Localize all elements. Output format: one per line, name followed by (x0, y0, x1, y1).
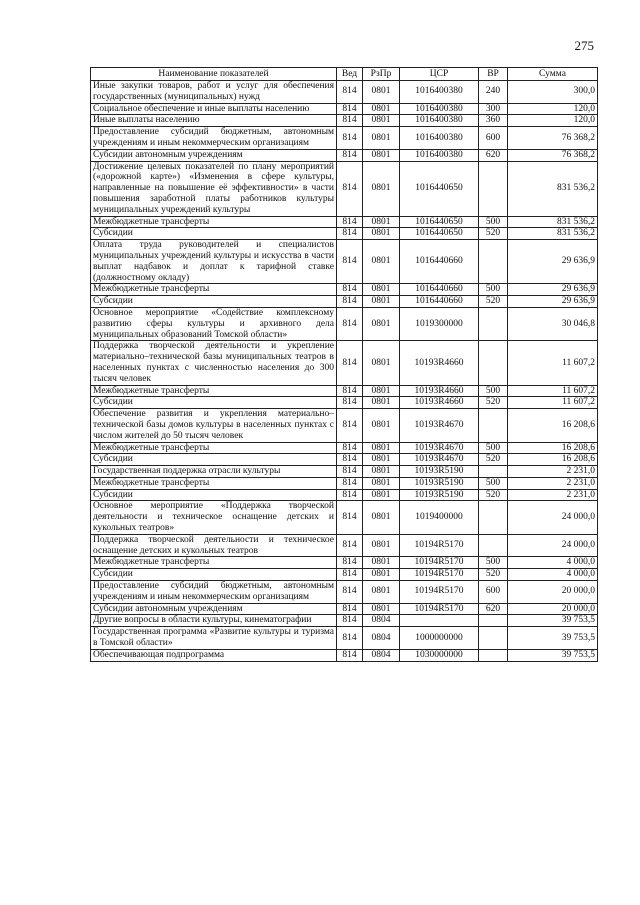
cell-sum: 16 208,6 (508, 442, 598, 454)
cell-sum: 24 000,0 (508, 534, 598, 557)
cell-sum: 30 046,8 (508, 307, 598, 340)
table-row (91, 615, 598, 627)
cell-rzpr: 0801 (363, 103, 400, 115)
cell-ved: 814 (337, 385, 363, 397)
cell-csr: 1019400000 (400, 501, 479, 534)
cell-rzpr: 0801 (363, 216, 400, 228)
cell-vr: 620 (479, 149, 508, 161)
header-csr: ЦСР (400, 68, 479, 81)
table-row (91, 489, 598, 501)
table-row (91, 161, 598, 216)
cell-ved: 814 (337, 557, 363, 569)
cell-csr: 1016440660 (400, 284, 479, 296)
cell-sum: 29 636,9 (508, 240, 598, 284)
table-row (91, 442, 598, 454)
cell-sum: 4 000,0 (508, 557, 598, 569)
cell-ved: 814 (337, 569, 363, 581)
cell-rzpr: 0801 (363, 240, 400, 284)
cell-ved: 814 (337, 409, 363, 442)
table-body (91, 81, 598, 662)
cell-csr: 10193R4670 (400, 442, 479, 454)
cell-name: Оплата труда руководителей и специалистов муниципальных учреждений культуры и искусства в части выплат надбавок и доплат к тарифной ставке (должностному окладу) (91, 240, 337, 284)
cell-sum: 76 368,2 (508, 149, 598, 161)
table-row (91, 649, 598, 661)
table-row (91, 296, 598, 308)
table-row (91, 103, 598, 115)
cell-name: Субсидии автономным учреждениям (91, 603, 337, 615)
cell-ved: 814 (337, 81, 363, 104)
cell-name: Межбюджетные трансферты (91, 284, 337, 296)
cell-name: Межбюджетные трансферты (91, 216, 337, 228)
header-sum: Сумма (508, 68, 598, 81)
table-row (91, 557, 598, 569)
cell-rzpr: 0801 (363, 81, 400, 104)
cell-rzpr: 0801 (363, 603, 400, 615)
table-header (91, 68, 598, 81)
cell-sum: 76 368,2 (508, 127, 598, 150)
cell-vr: 500 (479, 557, 508, 569)
cell-sum: 16 208,6 (508, 409, 598, 442)
cell-rzpr: 0804 (363, 627, 400, 650)
cell-ved: 814 (337, 489, 363, 501)
header-ved: Вед (337, 68, 363, 81)
cell-ved: 814 (337, 341, 363, 385)
table-row (91, 385, 598, 397)
cell-csr: 10193R4670 (400, 454, 479, 466)
cell-ved: 814 (337, 296, 363, 308)
cell-vr (479, 161, 508, 216)
table-row (91, 501, 598, 534)
cell-sum: 120,0 (508, 115, 598, 127)
cell-rzpr: 0801 (363, 466, 400, 478)
cell-sum: 20 000,0 (508, 581, 598, 604)
cell-vr (479, 649, 508, 661)
cell-ved: 814 (337, 534, 363, 557)
cell-vr: 300 (479, 103, 508, 115)
cell-rzpr: 0801 (363, 161, 400, 216)
cell-name: Субсидии (91, 454, 337, 466)
cell-csr: 10194R5170 (400, 581, 479, 604)
page-number: 275 (574, 38, 594, 53)
cell-vr: 360 (479, 115, 508, 127)
cell-csr: 10193R4660 (400, 341, 479, 385)
cell-vr: 600 (479, 581, 508, 604)
cell-ved: 814 (337, 127, 363, 150)
cell-csr: 10193R5190 (400, 489, 479, 501)
cell-name: Поддержка творческой деятельности и укрепление материально–технической базы муниципальных театров в населенных пунктах с численностью населения до 300 тысяч человек (91, 341, 337, 385)
cell-vr: 500 (479, 284, 508, 296)
cell-name: Обеспечивающая подпрограмма (91, 649, 337, 661)
cell-rzpr: 0801 (363, 127, 400, 150)
cell-sum: 4 000,0 (508, 569, 598, 581)
table-row (91, 307, 598, 340)
cell-csr (400, 615, 479, 627)
header-vr: ВР (479, 68, 508, 81)
cell-rzpr: 0801 (363, 284, 400, 296)
table-row (91, 569, 598, 581)
cell-vr: 500 (479, 477, 508, 489)
cell-rzpr: 0801 (363, 296, 400, 308)
cell-sum: 20 000,0 (508, 603, 598, 615)
cell-sum: 2 231,0 (508, 466, 598, 478)
cell-ved: 814 (337, 216, 363, 228)
cell-vr (479, 307, 508, 340)
table-row (91, 534, 598, 557)
cell-vr (479, 627, 508, 650)
cell-csr: 10193R5190 (400, 477, 479, 489)
cell-rzpr: 0801 (363, 341, 400, 385)
cell-ved: 814 (337, 627, 363, 650)
cell-rzpr: 0801 (363, 228, 400, 240)
cell-name: Предоставление субсидий бюджетным, автономным учреждениям и иным некоммерческим организациям (91, 581, 337, 604)
cell-name: Межбюджетные трансферты (91, 442, 337, 454)
cell-sum: 11 607,2 (508, 341, 598, 385)
cell-csr: 10193R4660 (400, 385, 479, 397)
cell-csr: 1016400380 (400, 81, 479, 104)
table-row (91, 284, 598, 296)
cell-vr: 520 (479, 569, 508, 581)
cell-csr: 1016400380 (400, 115, 479, 127)
cell-vr (479, 534, 508, 557)
cell-rzpr: 0801 (363, 149, 400, 161)
cell-name: Межбюджетные трансферты (91, 477, 337, 489)
table-row (91, 603, 598, 615)
cell-csr: 1000000000 (400, 627, 479, 650)
cell-name: Субсидии (91, 228, 337, 240)
budget-table (90, 67, 598, 662)
cell-sum: 2 231,0 (508, 477, 598, 489)
cell-ved: 814 (337, 307, 363, 340)
cell-ved: 814 (337, 240, 363, 284)
header-name: Наименование показателей (91, 68, 337, 81)
cell-vr: 520 (479, 397, 508, 409)
cell-rzpr: 0801 (363, 307, 400, 340)
cell-rzpr: 0801 (363, 501, 400, 534)
table-row (91, 228, 598, 240)
cell-rzpr: 0801 (363, 115, 400, 127)
cell-vr: 520 (479, 454, 508, 466)
cell-vr (479, 409, 508, 442)
table-row (91, 341, 598, 385)
cell-ved: 814 (337, 397, 363, 409)
cell-ved: 814 (337, 466, 363, 478)
cell-vr (479, 501, 508, 534)
cell-vr (479, 341, 508, 385)
cell-sum: 29 636,9 (508, 284, 598, 296)
cell-csr: 10193R4670 (400, 409, 479, 442)
table-row (91, 149, 598, 161)
cell-ved: 814 (337, 161, 363, 216)
cell-rzpr: 0801 (363, 477, 400, 489)
table-row (91, 115, 598, 127)
cell-name: Иные выплаты населению (91, 115, 337, 127)
cell-vr: 240 (479, 81, 508, 104)
cell-csr: 1016400380 (400, 127, 479, 150)
cell-sum: 39 753,5 (508, 649, 598, 661)
cell-name: Межбюджетные трансферты (91, 385, 337, 397)
cell-name: Субсидии (91, 397, 337, 409)
cell-name: Поддержка творческой деятельности и техническое оснащение детских и кукольных театров (91, 534, 337, 557)
cell-vr: 520 (479, 489, 508, 501)
cell-sum: 39 753,5 (508, 615, 598, 627)
cell-sum: 11 607,2 (508, 385, 598, 397)
table-row (91, 240, 598, 284)
cell-sum: 300,0 (508, 81, 598, 104)
cell-sum: 120,0 (508, 103, 598, 115)
cell-name: Иные закупки товаров, работ и услуг для обеспечения государственных (муниципальных) нужд (91, 81, 337, 104)
table-row (91, 81, 598, 104)
cell-name: Социальное обеспечение и иные выплаты населению (91, 103, 337, 115)
cell-vr: 600 (479, 127, 508, 150)
cell-rzpr: 0801 (363, 385, 400, 397)
cell-ved: 814 (337, 649, 363, 661)
cell-ved: 814 (337, 442, 363, 454)
table-row (91, 409, 598, 442)
cell-name: Межбюджетные трансферты (91, 557, 337, 569)
cell-name: Другие вопросы в области культуры, кинематографии (91, 615, 337, 627)
cell-csr: 10194R5170 (400, 534, 479, 557)
table-row (91, 466, 598, 478)
cell-ved: 814 (337, 615, 363, 627)
cell-ved: 814 (337, 603, 363, 615)
cell-name: Достижение целевых показателей по плану мероприятий («дорожной карте») «Изменения в сфере культуры, направленные на повышение её эффективности» в части повышения заработной платы работников культуры муниципальных учреждений культуры (91, 161, 337, 216)
cell-rzpr: 0801 (363, 454, 400, 466)
cell-ved: 814 (337, 284, 363, 296)
cell-csr: 10194R5170 (400, 557, 479, 569)
cell-csr: 10193R4660 (400, 397, 479, 409)
cell-rzpr: 0804 (363, 615, 400, 627)
cell-ved: 814 (337, 581, 363, 604)
cell-name: Субсидии (91, 489, 337, 501)
cell-csr: 1019300000 (400, 307, 479, 340)
cell-name: Предоставление субсидий бюджетным, автономным учреждениям и иным некоммерческим организациям (91, 127, 337, 150)
cell-rzpr: 0801 (363, 409, 400, 442)
cell-rzpr: 0801 (363, 489, 400, 501)
cell-rzpr: 0804 (363, 649, 400, 661)
cell-csr: 10194R5170 (400, 603, 479, 615)
cell-rzpr: 0801 (363, 397, 400, 409)
cell-ved: 814 (337, 477, 363, 489)
cell-name: Государственная поддержка отрасли культуры (91, 466, 337, 478)
table-row (91, 581, 598, 604)
cell-ved: 814 (337, 103, 363, 115)
cell-name: Основное мероприятие «Содействие комплексному развитию сферы культуры и архивного дела муниципальных образований Томской области» (91, 307, 337, 340)
header-row (91, 68, 598, 81)
cell-ved: 814 (337, 454, 363, 466)
cell-ved: 814 (337, 501, 363, 534)
cell-vr (479, 615, 508, 627)
cell-name: Основное мероприятие «Поддержка творческой деятельности и техническое оснащение детских и кукольных театров» (91, 501, 337, 534)
cell-sum: 29 636,9 (508, 296, 598, 308)
cell-csr: 1016440650 (400, 228, 479, 240)
cell-rzpr: 0801 (363, 442, 400, 454)
cell-vr: 500 (479, 442, 508, 454)
cell-csr: 10193R5190 (400, 466, 479, 478)
table-row (91, 127, 598, 150)
cell-rzpr: 0801 (363, 534, 400, 557)
cell-sum: 831 536,2 (508, 161, 598, 216)
table-row (91, 397, 598, 409)
cell-csr: 1016400380 (400, 103, 479, 115)
table-row (91, 477, 598, 489)
cell-sum: 11 607,2 (508, 397, 598, 409)
cell-csr: 1016440650 (400, 161, 479, 216)
cell-name: Субсидии (91, 569, 337, 581)
cell-csr: 1016400380 (400, 149, 479, 161)
table-row (91, 216, 598, 228)
cell-csr: 1016440660 (400, 296, 479, 308)
cell-rzpr: 0801 (363, 569, 400, 581)
cell-csr: 1030000000 (400, 649, 479, 661)
cell-ved: 814 (337, 228, 363, 240)
table-row (91, 454, 598, 466)
cell-csr: 10194R5170 (400, 569, 479, 581)
cell-sum: 831 536,2 (508, 228, 598, 240)
cell-csr: 1016440650 (400, 216, 479, 228)
cell-csr: 1016440660 (400, 240, 479, 284)
cell-vr: 500 (479, 385, 508, 397)
cell-name: Обеспечение развития и укрепления материально–технической базы домов культуры в населенных пунктах с числом жителей до 50 тысяч человек (91, 409, 337, 442)
cell-sum: 39 753,5 (508, 627, 598, 650)
cell-rzpr: 0801 (363, 581, 400, 604)
cell-vr: 520 (479, 296, 508, 308)
cell-vr (479, 466, 508, 478)
cell-vr: 620 (479, 603, 508, 615)
cell-sum: 831 536,2 (508, 216, 598, 228)
header-rzpr: РзПр (363, 68, 400, 81)
cell-vr (479, 240, 508, 284)
cell-rzpr: 0801 (363, 557, 400, 569)
cell-vr: 520 (479, 228, 508, 240)
table-row (91, 627, 598, 650)
cell-vr: 500 (479, 216, 508, 228)
cell-sum: 16 208,6 (508, 454, 598, 466)
cell-name: Субсидии (91, 296, 337, 308)
cell-sum: 24 000,0 (508, 501, 598, 534)
cell-ved: 814 (337, 115, 363, 127)
cell-name: Субсидии автономным учреждениям (91, 149, 337, 161)
cell-name: Государственная программа «Развитие культуры и туризма в Томской области» (91, 627, 337, 650)
cell-ved: 814 (337, 149, 363, 161)
cell-sum: 2 231,0 (508, 489, 598, 501)
